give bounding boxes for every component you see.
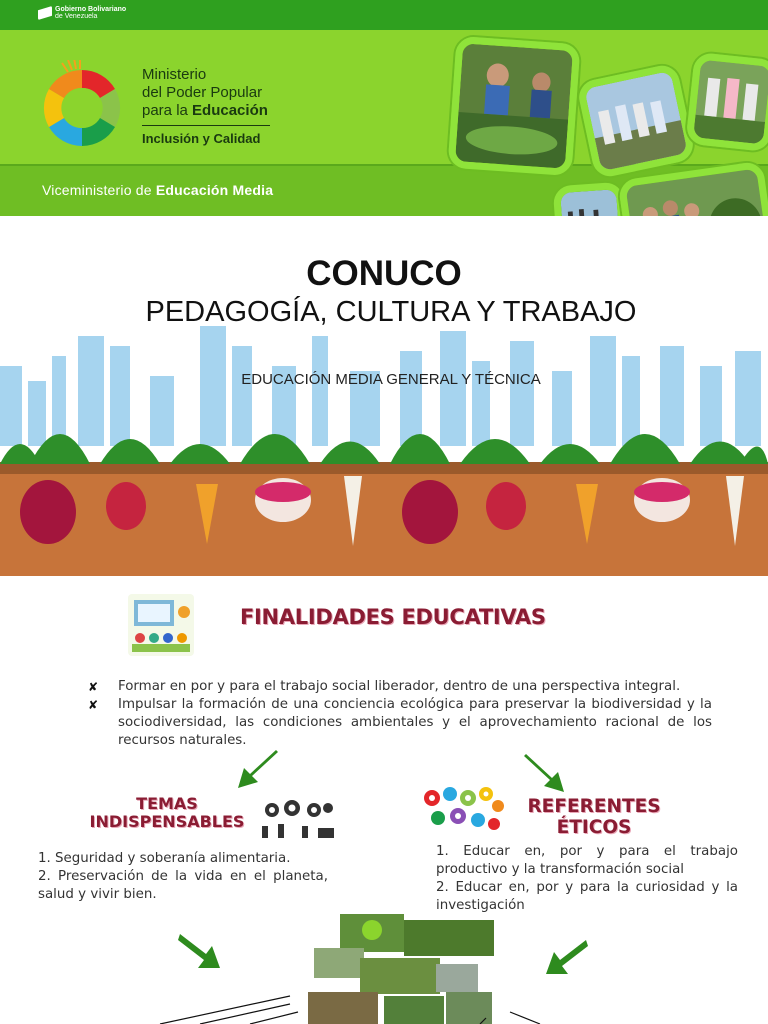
finalidades-list [88,678,712,750]
pointer-lines [150,990,550,1024]
top-bar [0,0,768,30]
photo-garden-3 [685,52,768,152]
x-bullet-icon: ✘ [88,680,99,694]
vice-ministry [42,182,273,198]
referentes-heading-line1: REFERENTES [527,796,661,817]
gears-people-icon [258,798,338,840]
education-level-title: EDUCACIÓN MEDIA GENERAL Y TÉCNICA [241,371,541,388]
ministry-line3-bold: Educación [192,102,268,119]
government-line2: de Venezuela [55,13,98,20]
arrow-icon [176,928,224,976]
arrow-icon [542,934,590,982]
title-banner [0,216,768,576]
arrow-icon [520,748,568,796]
list-item: 1. Educar en, por y para el trabajo productivo y la transformación social [436,844,738,877]
finalidad-text: Formar en por y para el trabajo social liberador, dentro de una perspectiva integral. [118,679,681,694]
ministry-name [142,66,270,146]
referentes-heading [512,796,676,838]
ministry-line3-prefix: para la [142,102,193,119]
photo-garden-2 [576,62,696,179]
temas-heading-line1: TEMAS [136,794,198,813]
list-item [88,696,712,750]
list-item: 2. Educar en, por y para la curiosidad y la investigación [436,880,738,913]
ministry-ring-logo [38,60,126,148]
vice-ministry-prefix: Viceministerio de [42,182,156,198]
finalidad-text: Impulsar la formación de una conciencia ecológica para preservar la biodiversidad y la sociodiversidad, las condiciones ambientales y el aprovechamiento racional de los recursos naturales. [118,697,712,748]
temas-heading [86,795,248,831]
photo-garden-1 [448,36,581,176]
x-bullet-icon: ✘ [88,698,99,712]
referentes-list [436,843,738,915]
classroom-icon [126,592,196,658]
ministry-tagline: Inclusión y Calidad [142,131,261,146]
temas-list [38,850,328,904]
government-line1: Gobierno Bolivariano [55,6,127,13]
government-flag-icon [38,6,52,20]
list-item: 1. Seguridad y soberanía alimentaria. [38,851,291,866]
temas-heading-line2: INDISPENSABLES [89,812,245,831]
list-item [88,678,712,696]
government-logo [38,6,126,20]
finalidades-heading: FINALIDADES EDUCATIVAS [240,605,546,629]
vegetable-garden-illustration [0,404,768,576]
subtitle: PEDAGOGÍA, CULTURA Y TRABAJO [145,296,637,328]
main-title: CONUCO [306,254,462,293]
government-text [55,6,126,20]
ministry-line2: del Poder Popular [142,84,263,101]
referentes-heading-line2: ÉTICOS [556,817,632,838]
vice-ministry-bold: Educación Media [155,182,274,198]
ministry-line1: Ministerio [142,66,207,83]
gears-network-icon [420,784,506,836]
arrow-icon [234,744,282,792]
ministry-divider [142,125,270,126]
list-item: 2. Preservación de la vida en el planeta, salud y vivir bien. [38,869,328,902]
